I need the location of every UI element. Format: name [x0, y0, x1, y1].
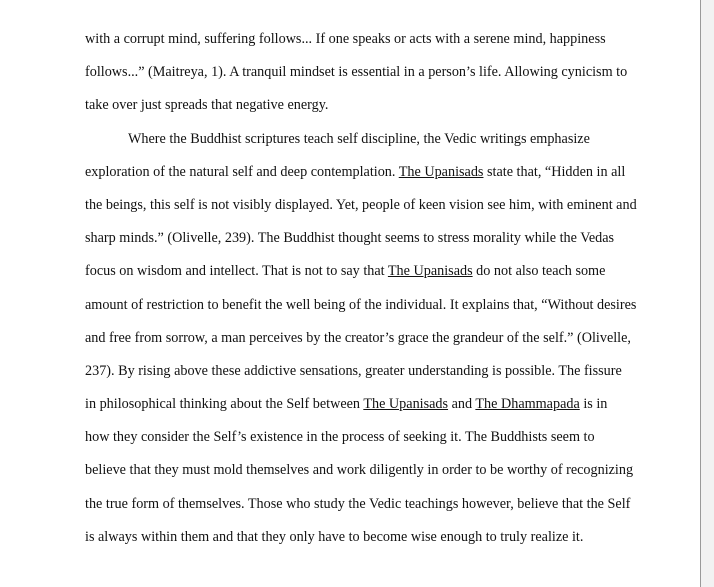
text-segment: state that, “Hidden in all [483, 163, 626, 180]
text-segment: do not also teach some [472, 263, 606, 280]
text-line [85, 128, 645, 161]
book-title: The Upanisads [387, 263, 473, 280]
text-line [85, 360, 645, 393]
text-line [85, 294, 645, 327]
text-segment: the beings, this self is not visibly displayed. Yet, people of keen vision see him, with eminent and [85, 196, 637, 213]
document-body-text [85, 28, 645, 559]
text-line [85, 393, 645, 426]
text-segment: and free from sorrow, a man perceives by the creator’s grace the grandeur of the self.” (Olivelle, [85, 329, 631, 346]
page-edge [701, 0, 714, 587]
text-line [85, 493, 645, 526]
book-title: The Dhammapada [475, 396, 580, 413]
text-line [85, 526, 645, 559]
text-line [85, 327, 645, 360]
text-segment: is always within them and that they only have to become wise enough to truly realize it. [85, 528, 584, 545]
text-segment: how they consider the Self’s existence in the process of seeking it. The Buddhists seem to [85, 429, 595, 446]
text-line [85, 260, 645, 293]
text-line [85, 94, 645, 127]
text-segment: exploration of the natural self and deep contemplation. [85, 163, 399, 180]
text-line [85, 28, 645, 61]
text-segment: in philosophical thinking about the Self between [85, 396, 364, 413]
text-segment: and [448, 396, 476, 413]
text-segment: sharp minds.” (Olivelle, 239). The Buddhist thought seems to stress morality while the Vedas [85, 230, 615, 247]
text-segment: with a corrupt mind, suffering follows... If one speaks or acts with a serene mind, happiness [85, 31, 606, 47]
text-line [85, 61, 645, 94]
text-line [85, 426, 645, 459]
book-title: The Upanisads [363, 396, 449, 413]
text-segment: focus on wisdom and intellect. That is not to say that [85, 263, 388, 280]
text-segment: follows...” (Maitreya, 1). A tranquil mindset is essential in a person’s life. Allowing cynicism to [85, 64, 628, 81]
text-segment: the true form of themselves. Those who study the Vedic teachings however, believe that the Self [85, 495, 631, 512]
text-line [85, 227, 645, 260]
text-line [85, 459, 645, 492]
text-segment: Where the Buddhist scriptures teach self discipline, the Vedic writings emphasize [128, 130, 590, 147]
text-segment: believe that they must mold themselves and work diligently in order to be worthy of recognizing [85, 462, 634, 479]
text-segment: is in [579, 396, 608, 413]
text-line [85, 194, 645, 227]
text-segment: 237). By rising above these addictive sensations, greater understanding is possible. The fissure [85, 362, 622, 379]
book-title: The Upanisads [398, 163, 484, 180]
text-segment: take over just spreads that negative energy. [85, 97, 329, 114]
text-line [85, 161, 645, 194]
text-segment: amount of restriction to benefit the well being of the individual. It explains that, “Without desires [85, 296, 637, 313]
